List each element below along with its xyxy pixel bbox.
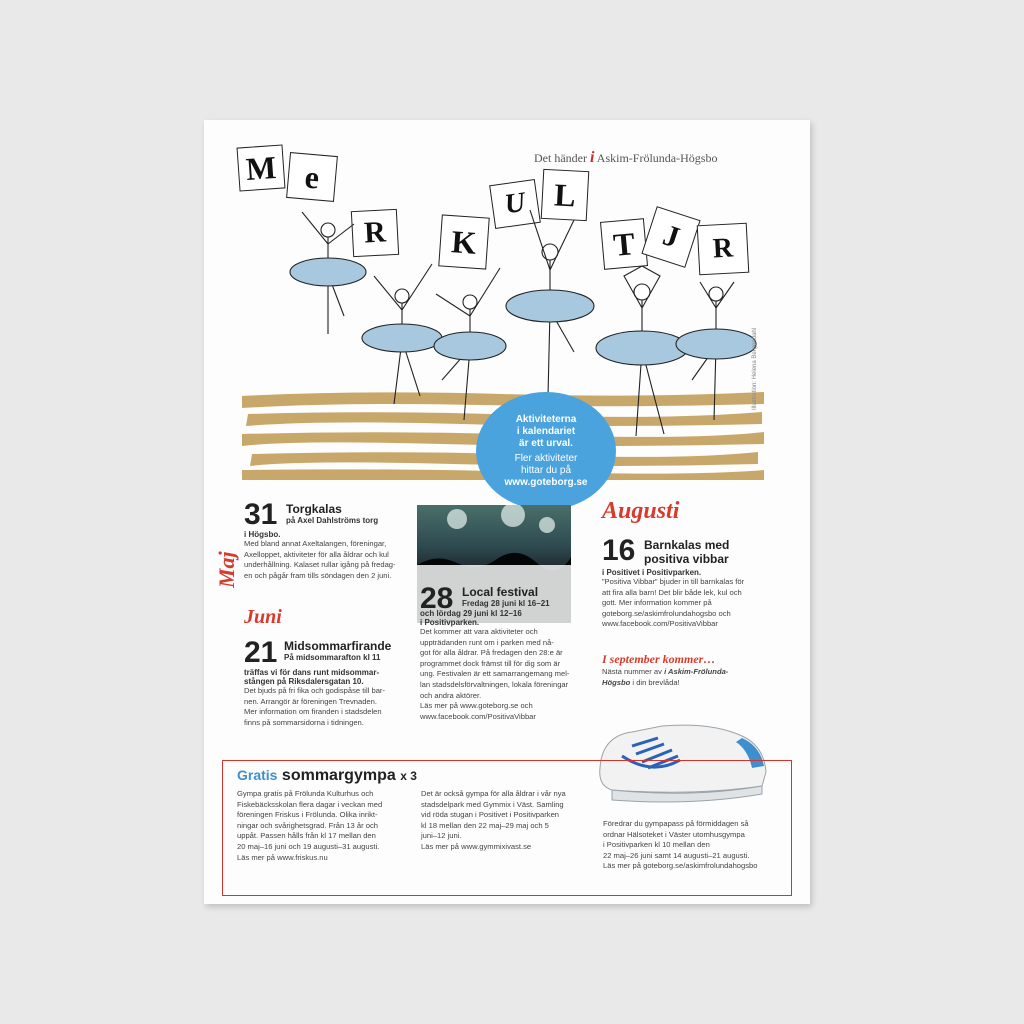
local-day: 28 <box>420 582 454 615</box>
juni-event: Midsommarfirande På midsommarafton kl 11 <box>284 639 392 662</box>
month-juni: Juni <box>244 606 282 628</box>
goteborg-link[interactable]: www.goteborg.se <box>504 476 588 488</box>
goteborg-facebook-link[interactable]: Läs mer på www.goteborg.se och <box>420 701 533 711</box>
title-card-3: R <box>351 209 399 257</box>
header-i-logo: i <box>589 149 595 166</box>
gympa-column-3: Föredrar du gympapass på förmiddagen så ordnar Hälsoteket i Väster utomhusgympa i Positivparken kl 10 mellan den 22 maj–26 juni samt 14 augusti–21 augusti. Läs mer på goteborg.se/askimfrolundahogsbo <box>603 819 789 872</box>
title-card-4: K <box>438 214 490 269</box>
augusti-event: Barnkalas med positiva vibbar <box>644 538 730 566</box>
title-card-9: R <box>697 223 750 276</box>
local-body: och lördag 29 juni kl 12–16 i Positivparken. Det kommer att vara aktiviteter och uppträdanden runt om i parken med nå- got för alla åldrar. På fredagen den 28:e är programmet dock främst till för dig som är ung. Festivalen är ett samarrangemang mel- lan stadsdelsförvaltningen, lokala föreningar och andra aktörer. Läs mer på www.goteborg.se och www.facebook.com/PositivaVibbar <box>420 609 580 722</box>
title-card-6: L <box>541 169 590 221</box>
augusti-day: 16 <box>602 534 636 567</box>
gymmix-link[interactable]: Läs mer på www.gymmixivast.se <box>421 841 532 851</box>
local-event: Local festival Fredag 28 juni kl 16–21 <box>462 585 550 608</box>
sommargympa-box <box>222 760 792 896</box>
title-card-2: e <box>286 152 338 202</box>
month-augusti: Augusti <box>602 498 680 524</box>
gympa-column-1: Gympa gratis på Frölunda Kulturhus och Fiskebäcksskolan flera dagar i veckan med föreningen Friskus i Frölunda. Olika inrikt- ningar och svårighetsgrad. Från 13 år och uppåt. Passen hålls från kl 17 mellan den 20 maj–16 juni och 19 augusti–31 augusti. Läs mer på www.friskus.nu <box>237 789 417 863</box>
header-prefix: Det händer <box>534 151 587 165</box>
illustration-credit: Illustration: Helena Bergendahl <box>752 327 758 410</box>
title-card-1: M <box>237 144 286 191</box>
gympa-column-2: Det är också gympa för alla åldrar i vår nya stadsdelpark med Gymmix i Väst. Samling vid röda stugan i Positivet i Positivparken kl 18 mellan den 22 maj–29 maj och 5 juni–12 juni. Läs mer på www.gymmixivast.se <box>421 789 601 853</box>
title-card-7: T <box>600 218 648 270</box>
positiva-vibbar-link[interactable]: www.facebook.com/PositivaVibbar <box>420 711 536 721</box>
activities-info-circle: Aktiviteterna i kalendariet är ett urval. Fler aktiviteter hittar du på www.goteborg.se <box>476 392 616 510</box>
augusti-body: i Positivet i Positivparken. ”Positiva Vibbar” bjuder in till barnkalas för att fira alla barn! Det blir både lek, kul och gott. Mer information kommer på goteborg.se/askimfrolundahogsbo och www.facebook.com/PositivaVibbar <box>602 568 745 629</box>
sommargympa-heading: Gratis sommargympa x 3 <box>237 767 417 784</box>
magazine-page <box>204 120 810 904</box>
juni-body: träffas vi för dans runt midsommar- stången på Riksdalersgatan 10. Det bjuds på fri fika och godispåse till bar- nen. Arrangör är föreningen Trevnaden. Mer information om firanden i stadsdelen finns på sommarsidorna i tidningen. <box>244 668 385 727</box>
maj-day: 31 <box>244 498 278 531</box>
september-note: I september kommer… Nästa nummer av i Askim-Frölunda- Högsbo i din brevlåda! <box>602 652 729 687</box>
juni-day: 21 <box>244 636 278 669</box>
friskus-link[interactable]: Läs mer på www.friskus.nu <box>237 852 328 862</box>
maj-body: i Högsbo. Med bland annat Axeltalangen, föreningar, Axelloppet, aktiviteter för alla åldrar och kul underhållning. Kalaset rullar igång på fredag- en och pågår fram tills söndagen den 2 juni. <box>244 530 396 580</box>
goteborg-askim-link[interactable]: Läs mer på goteborg.se/askimfrolundahogsbo <box>603 861 758 871</box>
header-place: Askim-Frölunda-Högsbo <box>596 151 718 165</box>
month-maj: Maj <box>214 551 239 588</box>
title-card-8: J <box>641 206 700 268</box>
title-card-5: U <box>489 179 541 229</box>
page-header <box>534 149 717 167</box>
maj-event: Torgkalas på Axel Dahlströms torg <box>286 502 379 525</box>
